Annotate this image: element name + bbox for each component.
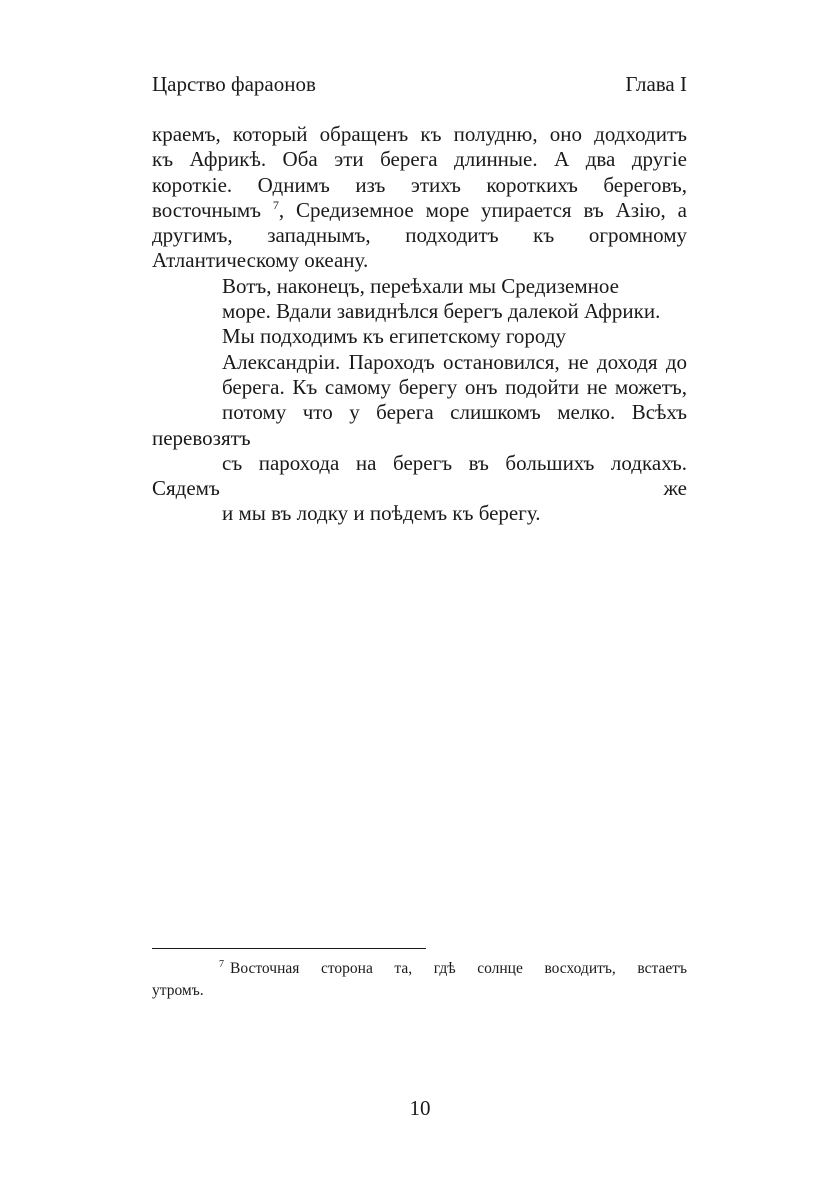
- footnote: [152, 958, 687, 1002]
- text-line-with-footnote: [152, 198, 687, 223]
- text-line: море. Вдали завиднѣлся берегъ далекой Африки.: [222, 299, 661, 324]
- text-line: короткіе. Однимъ изъ этихъ короткихъ береговъ,: [152, 172, 687, 197]
- paragraph-3: [152, 324, 687, 526]
- paragraph-1: [152, 122, 687, 274]
- footnote-mark: 7: [219, 958, 224, 970]
- text-line: краемъ, который обращенъ къ полудню, оно додходитъ: [152, 122, 687, 146]
- text-line: потому что у берега слишкомъ мелко. Всѣхъ перевозятъ: [152, 400, 687, 450]
- chapter-label: Глава I: [625, 72, 687, 96]
- text-line: Вотъ, наконецъ, переѣхали мы Средиземное: [222, 273, 619, 298]
- footnote-line: [152, 958, 687, 980]
- footnote-text: Восточная сторона та, гдѣ солнце восходитъ, встаетъ: [230, 960, 687, 977]
- footnote-separator: [152, 948, 426, 949]
- page-number: 10: [409, 1096, 431, 1120]
- text-line: Атлантическому океану.: [152, 248, 369, 273]
- text-line: съ парохода на берегъ въ большихъ лодкахъ. Сядемъ же: [152, 450, 687, 501]
- book-title: Царство фараонов: [152, 72, 316, 96]
- text-fragment: , Средиземное море упирается въ Азію, а: [278, 197, 687, 222]
- body-text: [152, 122, 687, 527]
- text-line: другимъ, западнымъ, подходитъ къ огромному: [152, 223, 687, 248]
- text-line: Мы подходимъ къ египетскому городу: [222, 324, 567, 349]
- paragraph-2: [152, 274, 687, 325]
- text-line: и мы въ лодку и поѣдемъ къ берегу.: [222, 501, 541, 526]
- text-line: къ Африкѣ. Оба эти берега длинные. А два другіе: [152, 147, 687, 172]
- footnote-line: утромъ.: [152, 982, 204, 999]
- text-line: берега. Къ самому берегу онъ подойти не можетъ,: [222, 374, 687, 399]
- text-line: Александріи. Пароходъ остановился, не доходя до: [222, 349, 687, 374]
- footnote-reference[interactable]: 7: [272, 197, 279, 212]
- running-header: [152, 70, 687, 98]
- text-fragment: восточнымъ: [152, 197, 262, 222]
